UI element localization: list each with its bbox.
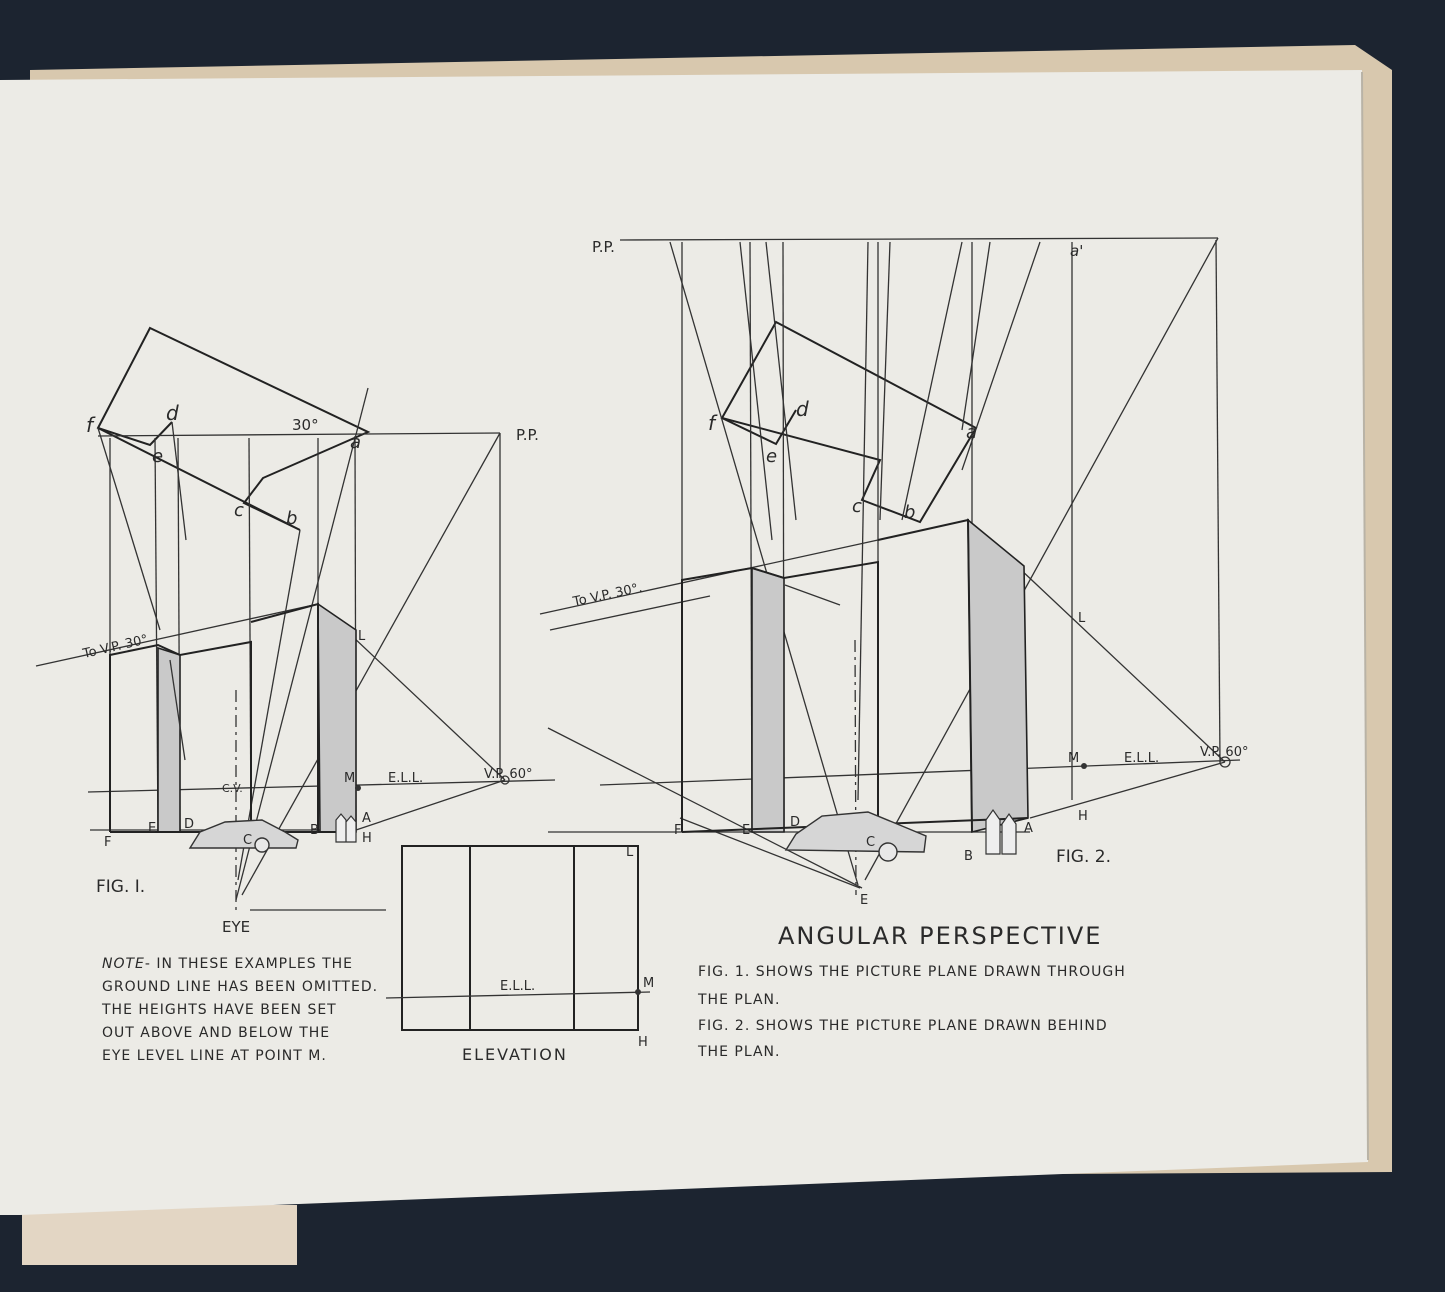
- fig1-shaded-face: [158, 648, 180, 832]
- page-title: ANGULAR PERSPECTIVE: [778, 922, 1103, 950]
- fig1-label-to-vp: To V.P. 30°: [81, 632, 150, 662]
- elevation-m-marker: [635, 989, 641, 995]
- fig1-label-B: B: [310, 823, 319, 838]
- fig2-car-wheel: [879, 843, 897, 861]
- fig2-shaded-face: [752, 568, 784, 832]
- fig1-label-pp: P.P.: [516, 426, 539, 444]
- fig2-label-M: M: [1068, 751, 1080, 766]
- fig2-label-pp: P.P.: [592, 238, 615, 256]
- elevation-label-H: H: [638, 1035, 648, 1050]
- fig2-caption: FIG. 2.: [1056, 847, 1111, 867]
- fig1-label-H: H: [362, 831, 372, 846]
- note-line-5: EYE LEVEL LINE AT POINT M.: [102, 1048, 327, 1064]
- fig2-label-f: f: [708, 411, 716, 435]
- description-line-4: THE PLAN.: [698, 1044, 781, 1060]
- elevation-label-M: M: [643, 976, 655, 991]
- description-line-1: FIG. 1. SHOWS THE PICTURE PLANE DRAWN THROUGH: [698, 964, 1126, 980]
- fig1-label-C: C: [243, 833, 253, 848]
- fig1-label-cv: C.V.: [222, 782, 243, 795]
- fig2-label-eye: E: [860, 893, 869, 908]
- fig1-caption: FIG. I.: [96, 877, 146, 897]
- fig2-label-to-vp: To V.P. 30°.: [571, 580, 644, 610]
- fig1-label-F: F: [104, 835, 112, 850]
- fig2-label-C: C: [866, 835, 876, 850]
- fig2-shaded-face: [968, 520, 1028, 832]
- fig2-label-a: a: [966, 422, 978, 443]
- note-line-1-text: - IN THESE EXAMPLES THE: [144, 956, 353, 972]
- fig2-label-F: F: [674, 823, 682, 838]
- elevation-label-L: L: [626, 845, 634, 860]
- elevation-caption: ELEVATION: [462, 1045, 568, 1064]
- fig1-label-angle: 30°: [292, 416, 319, 434]
- fig2-m-marker: [1081, 763, 1087, 769]
- elevation-label-ell: E.L.L.: [500, 979, 536, 994]
- fig1-label-vp: V.P. 60°: [484, 767, 533, 782]
- fig1-car-wheel: [255, 838, 269, 852]
- paper-tab: [22, 1205, 297, 1265]
- fig1-label-eye: EYE: [222, 918, 251, 936]
- fig1-label-d: d: [166, 401, 179, 425]
- fig2-label-ell: E.L.L.: [1124, 751, 1160, 766]
- fig2-label-L: L: [1078, 611, 1086, 626]
- note-line-4: OUT ABOVE AND BELOW THE: [102, 1025, 331, 1041]
- fig1-label-b: b: [286, 508, 298, 529]
- page-paper: [0, 70, 1368, 1215]
- fig1-label-ell: E.L.L.: [388, 771, 424, 786]
- note-label: NOTE: [102, 956, 145, 972]
- fig1-label-A: A: [362, 811, 371, 826]
- description-line-3: FIG. 2. SHOWS THE PICTURE PLANE DRAWN BEHIND: [698, 1018, 1108, 1034]
- fig2-label-e: e: [766, 446, 778, 467]
- fig2-label-E: E: [742, 823, 751, 838]
- fig1-label-M: M: [344, 771, 356, 786]
- fig2-label-a-prime: a': [1070, 242, 1084, 260]
- fig1-label-f: f: [86, 413, 94, 437]
- note-line-3: THE HEIGHTS HAVE BEEN SET: [102, 1002, 337, 1018]
- fig2-label-A: A: [1024, 821, 1033, 836]
- note-line-2: GROUND LINE HAS BEEN OMITTED.: [102, 979, 379, 995]
- note-line-1: [102, 956, 353, 972]
- fig1-label-e: e: [152, 446, 164, 467]
- fig1-label-D: D: [184, 817, 195, 832]
- fig2-label-c: c: [852, 496, 862, 517]
- fig1-shaded-face: [318, 604, 356, 832]
- fig2-label-d: d: [796, 397, 809, 421]
- description-line-2: THE PLAN.: [698, 992, 781, 1008]
- fig2-label-H: H: [1078, 809, 1088, 824]
- fig1-label-L: L: [358, 629, 366, 644]
- fig2-label-b: b: [904, 502, 916, 523]
- fig2-label-D: D: [790, 815, 801, 830]
- fig2-label-vp: V.P. 60°: [1200, 745, 1249, 760]
- fig1-label-a: a: [350, 432, 362, 453]
- fig2-label-B: B: [964, 849, 973, 864]
- fig1-label-c: c: [234, 500, 244, 521]
- fig1-label-E: E: [148, 821, 157, 836]
- fig1-m-marker: [355, 785, 361, 791]
